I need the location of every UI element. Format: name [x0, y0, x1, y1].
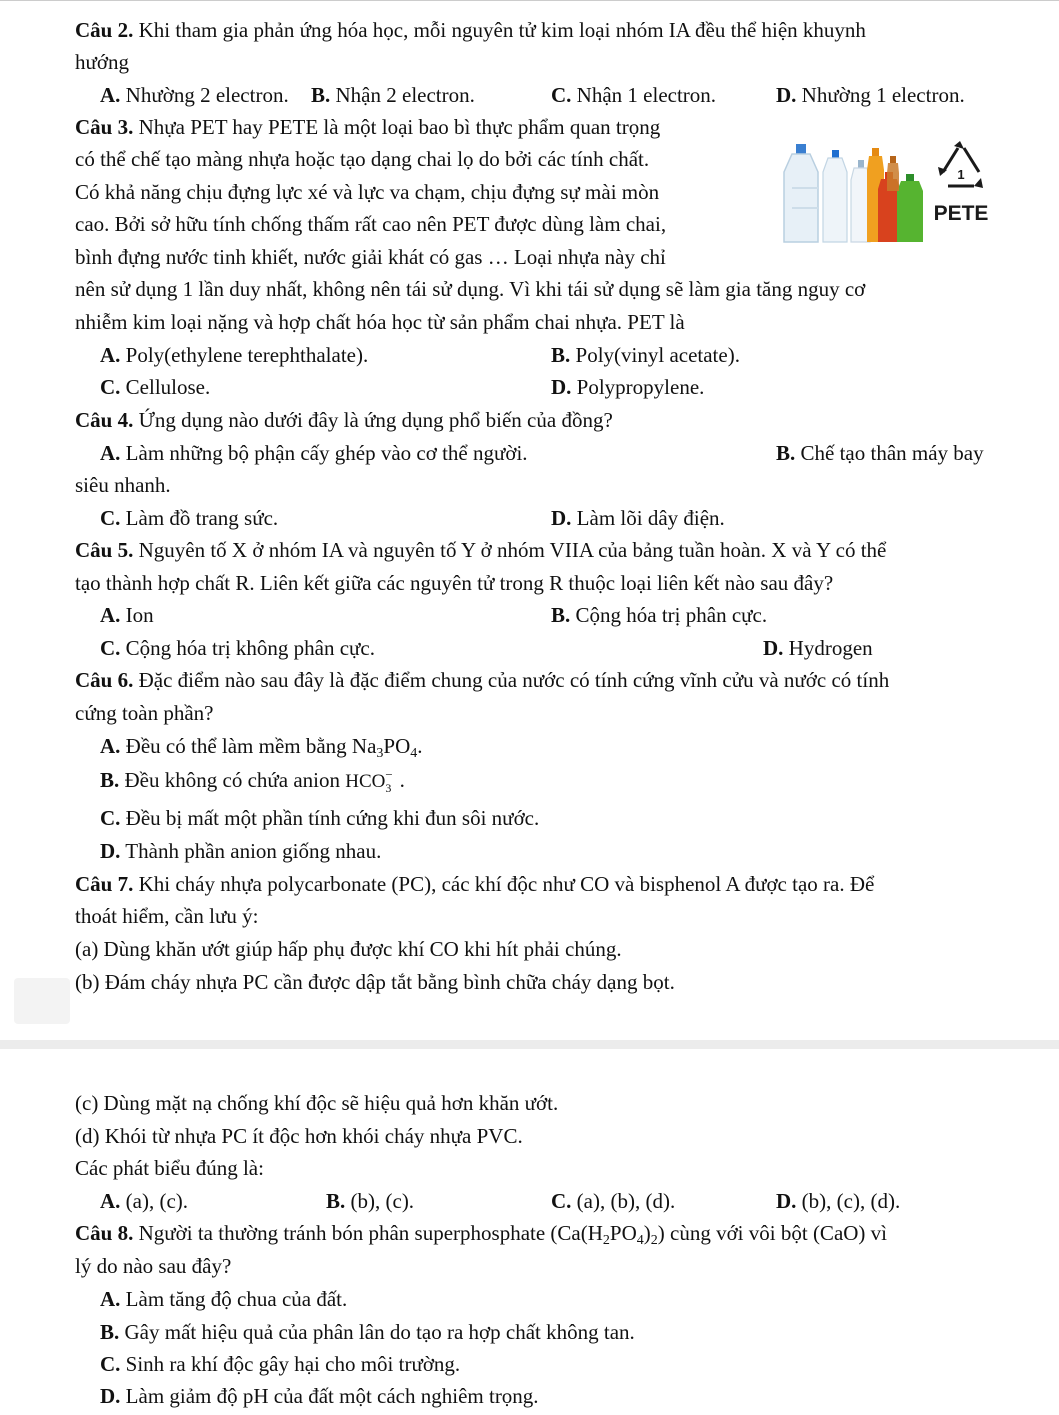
clear-bottle-2-icon [823, 150, 847, 242]
q5-line-2: tạo thành hợp chất R. Liên kết giữa các nguyên tử trong R thuộc loại liên kết nào sau đây? [75, 571, 834, 595]
q3-number: Câu 3. [75, 115, 134, 139]
q4-stem [75, 405, 613, 436]
q7-statement-a: (a) Dùng khăn ướt giúp hấp phụ được khí CO khi hít phải chúng. [75, 937, 622, 961]
option-text: Ion [120, 603, 154, 627]
q3-option-b[interactable] [551, 340, 740, 371]
q6-option-c[interactable] [100, 803, 539, 834]
superscript: − [385, 767, 393, 782]
q5-option-a[interactable] [100, 600, 154, 631]
option-text: Làm đồ trang sức. [120, 506, 279, 530]
q2-option-b[interactable] [311, 80, 475, 111]
option-key: A. [100, 734, 121, 758]
option-text: Gây mất hiệu quả của phân lân do tạo ra hợp chất không tan. [119, 1320, 635, 1344]
q5-number: Câu 5. [75, 538, 134, 562]
q5-text: Nguyên tố X ở nhóm IA và nguyên tố Y ở nhóm VIIA của bảng tuần hoàn. X và Y có thể [133, 538, 887, 562]
q6-option-d[interactable] [100, 836, 381, 867]
option-key: A. [100, 83, 121, 107]
q4-option-b-cont: siêu nhanh. [75, 473, 171, 497]
q5-option-b[interactable] [551, 600, 767, 631]
q8-text: Người ta thường tránh bón phân superphosphate (Ca(H [133, 1221, 603, 1245]
option-text: (b), (c). [345, 1189, 415, 1213]
option-key: B. [776, 441, 796, 465]
option-key: C. [551, 1189, 572, 1213]
q8-option-d[interactable] [100, 1381, 539, 1412]
q2-number: Câu 2. [75, 18, 134, 42]
green-bottle-icon [897, 174, 923, 242]
q6-text: Đặc điểm nào sau đây là đặc điểm chung của nước có tính cứng vĩnh cửu và nước có tính [133, 668, 890, 692]
q8-text: ) [643, 1221, 651, 1245]
page-number-badge [14, 978, 70, 1024]
q2-text: Khi tham gia phản ứng hóa học, mỗi nguyên tử kim loại nhóm IA đều thể hiện khuynh [133, 18, 866, 42]
q8-text: PO [609, 1221, 637, 1245]
q4-option-a[interactable] [100, 438, 528, 469]
option-text: Cellulose. [120, 375, 211, 399]
option-key: A. [100, 603, 121, 627]
clear-bottle-icon [784, 144, 818, 242]
option-text: Nhường 1 electron. [796, 83, 965, 107]
q3-stem [75, 112, 660, 143]
option-text: Chế tạo thân máy bay [795, 441, 984, 465]
option-text: Cộng hóa trị không phân cực. [120, 636, 376, 660]
option-key: D. [100, 839, 121, 863]
option-key: C. [100, 806, 121, 830]
q6-number: Câu 6. [75, 668, 134, 692]
q6-option-a[interactable] [100, 731, 423, 762]
option-key: A. [100, 1287, 121, 1311]
option-key: D. [776, 83, 797, 107]
option-key: D. [551, 375, 572, 399]
option-key: D. [551, 506, 572, 530]
option-text: Đều bị mất một phần tính cứng khi đun sôi nước. [120, 806, 540, 830]
q4-option-d[interactable] [551, 503, 725, 534]
q2-option-c[interactable] [551, 80, 716, 111]
ion-charge [385, 767, 394, 795]
q3-option-c[interactable] [100, 372, 210, 403]
option-key: D. [776, 1189, 797, 1213]
q4-text: Ứng dụng nào dưới đây là ứng dụng phổ biến của đồng? [133, 408, 613, 432]
q8-line-2: lý do nào sau đây? [75, 1254, 232, 1278]
q5-option-c[interactable] [100, 633, 375, 664]
q6-line-2: cứng toàn phần? [75, 701, 214, 725]
option-text: Sinh ra khí độc gây hại cho môi trường. [120, 1352, 461, 1376]
option-key: B. [326, 1189, 346, 1213]
q3-line-3: Có khả năng chịu đựng lực xé và lực va chạm, chịu đựng sự mài mòn [75, 180, 660, 204]
q7-text: Khi cháy nhựa polycarbonate (PC), các khí độc như CO và bisphenol A được tạo ra. Để [133, 872, 875, 896]
q2-stem-cont: hướng [75, 50, 129, 74]
q7-option-c[interactable] [551, 1186, 675, 1217]
option-key: C. [551, 83, 572, 107]
option-key: B. [100, 1320, 120, 1344]
q7-option-a[interactable] [100, 1186, 188, 1217]
option-text: Hydrogen [783, 636, 873, 660]
q3-line-4: cao. Bởi sở hữu tính chống thấm rất cao nên PET được dùng làm chai, [75, 212, 667, 236]
q8-number: Câu 8. [75, 1221, 134, 1245]
option-text: (a), (b), (d). [571, 1189, 676, 1213]
q3-line-6: nên sử dụng 1 lần duy nhất, không nên tái sử dụng. Vì khi tái sử dụng sẽ làm gia tăng nguy cơ [75, 277, 866, 301]
option-text: Làm giảm độ pH của đất một cách nghiêm trọng. [120, 1384, 539, 1408]
option-key: C. [100, 506, 121, 530]
q3-text: Nhựa PET hay PETE là một loại bao bì thực phẩm quan trọng [133, 115, 661, 139]
page-break-divider [0, 1040, 1059, 1049]
q7-statement-b: (b) Đám cháy nhựa PC cần được dập tắt bằng bình chữa cháy dạng bọt. [75, 970, 675, 994]
option-key: A. [100, 441, 121, 465]
option-text: Đều không có chứa anion [119, 768, 346, 792]
q7-option-b[interactable] [326, 1186, 414, 1217]
option-text: Nhận 2 electron. [330, 83, 475, 107]
q8-text: ) cùng với vôi bột (CaO) vì [657, 1221, 888, 1245]
q7-statement-d: (d) Khói từ nhựa PC ít độc hơn khói cháy nhựa PVC. [75, 1124, 523, 1148]
q5-option-d[interactable] [763, 633, 873, 664]
option-text: Poly(vinyl acetate). [570, 343, 740, 367]
q8-stem [75, 1218, 887, 1249]
q2-stem [75, 15, 866, 46]
option-text: (b), (c), (d). [796, 1189, 901, 1213]
subscript: 4 [636, 1233, 644, 1248]
option-text: Thành phần anion giống nhau. [120, 839, 382, 863]
q6-stem [75, 665, 889, 696]
q3-option-d[interactable] [551, 372, 704, 403]
recycle-label: PETE [933, 202, 989, 225]
q8-option-b[interactable] [100, 1317, 635, 1348]
option-text: Làm tăng độ chua của đất. [120, 1287, 348, 1311]
q7-line-2: thoát hiểm, cần lưu ý: [75, 904, 259, 928]
q8-option-c[interactable] [100, 1349, 460, 1380]
option-text: PO [383, 734, 411, 758]
q7-option-d[interactable] [776, 1186, 900, 1217]
option-key: C. [100, 1352, 121, 1376]
top-border [0, 0, 1059, 6]
option-text: Làm những bộ phận cấy ghép vào cơ thể người. [120, 441, 528, 465]
option-key: B. [551, 603, 571, 627]
option-key: B. [311, 83, 331, 107]
option-key: C. [100, 375, 121, 399]
q8-option-a[interactable] [100, 1284, 347, 1315]
q4-number: Câu 4. [75, 408, 134, 432]
option-text: Nhận 1 electron. [571, 83, 717, 107]
pet-bottles-image [768, 138, 1030, 250]
option-text: Nhường 2 electron. [120, 83, 289, 107]
option-text: Cộng hóa trị phân cực. [570, 603, 768, 627]
option-key: B. [551, 343, 571, 367]
option-key: A. [100, 343, 121, 367]
q2-option-d[interactable] [776, 80, 965, 111]
option-text: . [417, 734, 423, 758]
q3-line-5: bình đựng nước tinh khiết, nước giải khát có gas … Loại nhựa này chỉ [75, 245, 666, 269]
q4-option-c[interactable] [100, 503, 278, 534]
option-key: A. [100, 1189, 121, 1213]
subscript: 4 [410, 746, 418, 761]
subscript: 3 [385, 781, 392, 795]
q5-stem [75, 535, 886, 566]
option-text: Poly(ethylene terephthalate). [120, 343, 369, 367]
q2-option-a[interactable] [100, 80, 289, 111]
recycle-number: 1 [957, 167, 965, 182]
bottles-illustration [768, 138, 1030, 250]
q7-number: Câu 7. [75, 872, 134, 896]
option-text: Làm lõi dây điện. [571, 506, 725, 530]
option-key: B. [100, 768, 120, 792]
q3-line-2: có thể chế tạo màng nhựa hoặc tạo dạng chai lọ do bởi các tính chất. [75, 147, 650, 171]
q7-ask: Các phát biểu đúng là: [75, 1156, 264, 1180]
q7-statement-c: (c) Dùng mặt nạ chống khí độc sẽ hiệu quả hơn khăn ướt. [75, 1091, 559, 1115]
option-key: D. [100, 1384, 121, 1408]
subscript: 2 [602, 1233, 610, 1248]
option-text: Polypropylene. [571, 375, 705, 399]
subscript: 3 [376, 746, 384, 761]
q3-option-a[interactable] [100, 340, 368, 371]
ion-formula: HCO [345, 771, 386, 792]
q7-stem [75, 869, 874, 900]
subscript: 2 [650, 1233, 658, 1248]
q6-option-b[interactable] [100, 765, 405, 797]
option-text: . [394, 768, 405, 792]
q3-line-7: nhiễm kim loại nặng và hợp chất hóa học từ sản phẩm chai nhựa. PET là [75, 310, 685, 334]
option-key: C. [100, 636, 121, 660]
option-text: (a), (c). [120, 1189, 189, 1213]
option-text: Đều có thể làm mềm bằng Na [120, 734, 377, 758]
option-key: D. [763, 636, 784, 660]
q4-option-b[interactable] [776, 438, 984, 469]
